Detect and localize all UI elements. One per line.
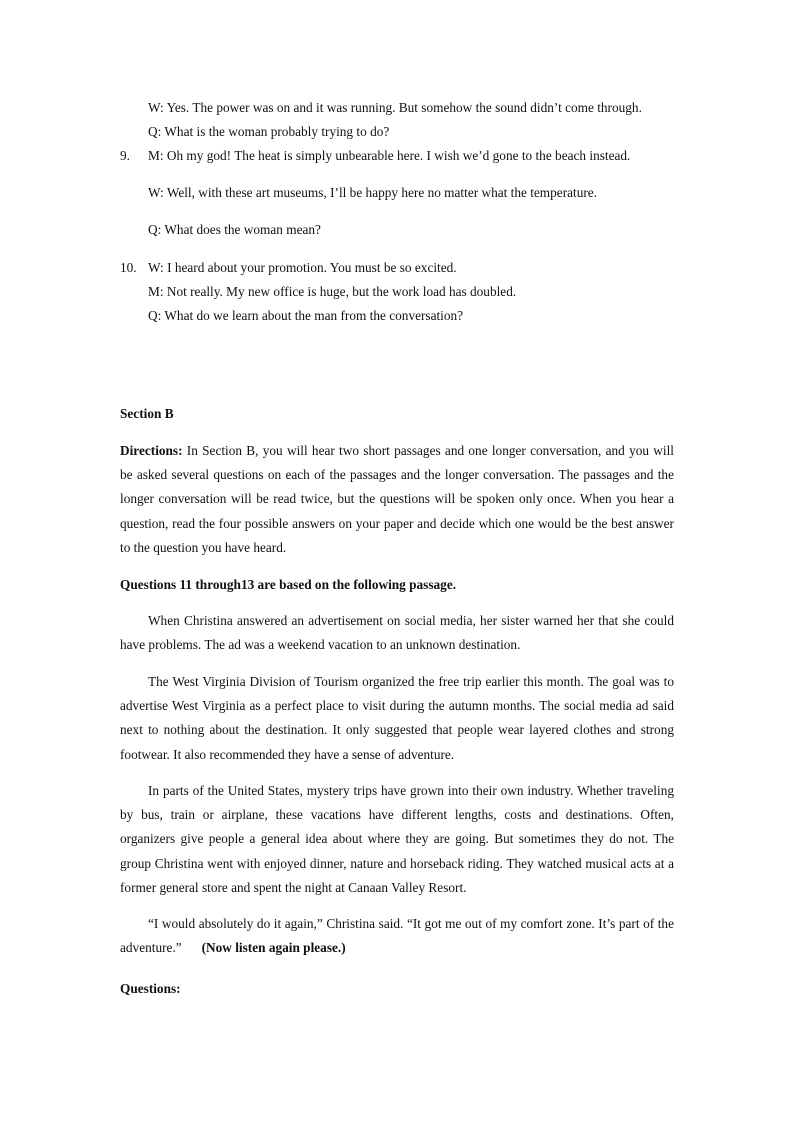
directions-label: Directions: [120, 443, 183, 458]
directions-text: In Section B, you will hear two short passages and one longer conversation, and you will be asked several questions on each of the passages and the longer conversation. The passages and the longer conversation will be read twice, but the questions will be spoken only once. When you hear a question, read the four possible answers on your paper and decide which one would be the best answer to the question you have heard. [120, 443, 674, 555]
directions-paragraph [120, 439, 674, 560]
questions-label: Questions: [120, 981, 181, 996]
item-number-10: 10. [120, 260, 137, 275]
dialogue-10-question: Q: What do we learn about the man from the conversation? [148, 308, 464, 323]
item-number-9: 9. [120, 148, 130, 163]
listen-again-note: (Now listen again please.) [201, 940, 346, 956]
quote-paragraph [120, 912, 674, 960]
dialogue-8-woman: W: Yes. The power was on and it was running. But somehow the sound didn’t come through. [148, 100, 642, 115]
section-heading: Section B [120, 406, 174, 421]
dialogue-10-man: M: Not really. My new office is huge, but the work load has doubled. [148, 284, 517, 299]
passage-paragraph-3: In parts of the United States, mystery trips have grown into their own industry. Whether traveling by bus, train or airplane, these vacations have different lengths, costs and destinations. Often, organizers give people a general idea about where they are going. But sometimes they do not. The group Christina went with enjoyed dinner, nature and horseback riding. They watched musical acts at a former general store and spent the night at Canaan Valley Resort. [120, 783, 674, 895]
passage-paragraph-1: When Christina answered an advertisement on social media, her sister warned her that she could have problems. The ad was a weekend vacation to an unknown destination. [120, 613, 674, 653]
questions-heading: Questions 11 through13 are based on the following passage. [120, 577, 457, 592]
dialogue-10-woman: W: I heard about your promotion. You must be so excited. [148, 260, 457, 275]
dialogue-8-question: Q: What is the woman probably trying to do? [148, 124, 390, 139]
passage-paragraph-2: The West Virginia Division of Tourism organized the free trip earlier this month. The goal was to advertise West Virginia as a perfect place to visit during the autumn months. The social media ad said next to nothing about the destination. It only suggested that people wear layered clothes and strong footwear. It also recommended they have a sense of adventure. [120, 674, 674, 762]
dialogue-9-man: M: Oh my god! The heat is simply unbearable here. I wish we’d gone to the beach instead. [148, 148, 631, 163]
dialogue-9-question: Q: What does the woman mean? [148, 222, 321, 237]
quote-text: “I would absolutely do it again,” Christina said. “It got me out of my comfort zone. It’s part of the adventure.” [120, 916, 674, 956]
dialogue-9-woman: W: Well, with these art museums, I’ll be happy here no matter what the temperature. [148, 185, 598, 200]
